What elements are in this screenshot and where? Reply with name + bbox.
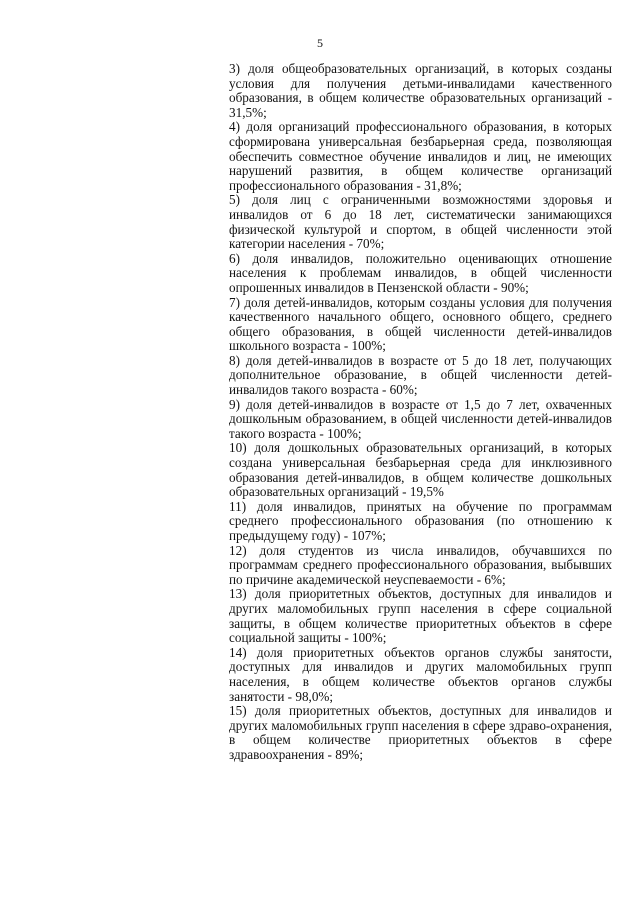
list-item: 13) доля приоритетных объектов, доступных для инвалидов и других маломобильных групп населения в сфере социальной защиты, в общем количестве приоритетных объектов в сфере социальной защиты - 100%;: [229, 586, 612, 646]
list-item: 15) доля приоритетных объектов, доступных для инвалидов и других маломобильных групп населения в сфере здраво-охранения, в общем количестве приоритетных объектов в сфере здравоохранения - 89%;: [229, 703, 612, 762]
list-item: 9) доля детей-инвалидов в возрасте от 1,5 до 7 лет, охваченных дошкольным образованием, в общей численности детей-инвалидов такого возраста - 100%;: [229, 396, 612, 441]
list-item: 12) доля студентов из числа инвалидов, обучавшихся по программам среднего профессионального образования, выбывших по причине академической неуспеваемости - 6%;: [229, 542, 612, 587]
list-item: 3) доля общеобразовательных организаций, в которых созданы условия для получения детьми-инвалидами качественного образования, в общем количестве образовательных организаций - 31,5%;: [229, 61, 612, 120]
list-item: 10) доля дошкольных образовательных организаций, в которых создана универсальная безбарьерная среда для инклюзивного образования детей-инвалидов, в общем количестве дошкольных образовательных организаций - 19,5%: [229, 440, 612, 500]
list-item: 11) доля инвалидов, принятых на обучение по программам среднего профессионального образования (по отношению к предыдущему году) - 107%;: [229, 498, 612, 543]
list-item: 6) доля инвалидов, положительно оценивающих отношение населения к проблемам инвалидов, в общей численности опрошенных инвалидов в Пензенской области - 90%;: [229, 250, 612, 295]
list-item: 7) доля детей-инвалидов, которым созданы условия для получения качественного начального общего, основного общего, среднего общего образования, в общей численности детей-инвалидов школьного возраста - 100%;: [229, 294, 612, 354]
list-item: 8) доля детей-инвалидов в возрасте от 5 до 18 лет, получающих дополнительное образование, в общей численности детей-инвалидов такого возраста - 60%;: [229, 352, 612, 398]
page-number: 5: [317, 36, 323, 50]
list-item: 5) доля лиц с ограниченными возможностями здоровья и инвалидов от 6 до 18 лет, систематически занимающихся физической культурой и спортом, в общей численности этой категории населения - 70%;: [229, 192, 612, 252]
list-item: 4) доля организаций профессионального образования, в которых сформирована универсальная безбарьерная среда, позволяющая обеспечить совместное обучение инвалидов и лиц, не имеющих нарушений развития, в общем количестве организаций профессионального образования - 31,8%;: [229, 119, 612, 193]
document-body: [229, 62, 612, 763]
list-item: 14) доля приоритетных объектов органов службы занятости, доступных для инвалидов и других маломобильных групп населения, в общем количестве объектов органов службы занятости - 98,0%;: [229, 644, 612, 704]
